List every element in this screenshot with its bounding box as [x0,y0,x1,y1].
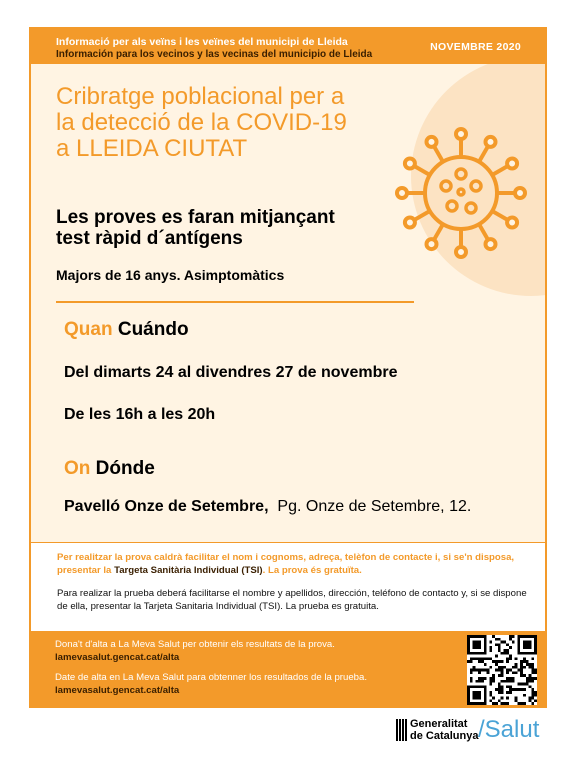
venue-name: Pavelló Onze de Setembre, [64,498,269,515]
signup-text-catalan: Dona't d'alta a La Meva Salut per obtenir els resultats de la prova. [55,639,335,650]
poster-title: Cribratge poblacional per a la detecció de la COVID-19 a LLEIDA CIUTAT [56,83,347,162]
header-banner [29,27,547,64]
footer-banner [29,631,547,708]
salut-wordmark: /Salut [478,716,540,743]
requirements-spanish: Para realizar la prueba deberá facilitarse el nombre y apellidos, dirección, teléfono de contacto y, si se dispone de ella, presentar la Tarjeta Sanitaria Individual (TSI). La prueba es gratuita. [57,588,527,612]
header-city: Lleida [343,49,373,60]
qr-code[interactable] [467,635,537,705]
signup-text-spanish: Date de alta en La Meva Salut para obtenner los resultados de la prueba. [55,672,368,683]
header-date: NOVEMBRE 2020 [430,41,521,53]
header-spanish-audience: Información para los vecinos y las vecinas del municipio de Lleida [56,49,373,60]
signup-link-catalan[interactable]: lamevasalut.gencat.cat/alta [55,652,180,663]
street-address: Pg. Onze de Setembre, 12. [277,498,472,515]
where-heading: On Dónde [64,458,155,479]
requirements-catalan: Per realitzar la prova caldrà facilitar el nom i cognoms, adreça, telèfon de contacte i, si se'n disposa, presentar la Targeta Sanitària Individual (TSI). La prova és gratuïta. [57,552,515,576]
main-panel [29,64,547,544]
generalitat-name: Generalitat de Catalunya [410,718,479,742]
when-heading: Quan Cuándo [64,319,189,340]
audience-text: Majors de 16 anys. Asimptomàtics [56,267,285,283]
where-address [64,498,471,516]
requirements-box [29,542,547,634]
poster [29,27,547,708]
divider [56,301,414,303]
generalitat-logo [396,718,556,744]
coronavirus-icon [394,126,529,261]
when-hours: De les 16h a les 20h [64,406,216,423]
header-catalan-audience: Informació per als veïns i les veïnes del municipi de Lleida [56,36,348,48]
when-dates: Del dimarts 24 al divendres 27 de novembre [64,364,398,381]
test-description: Les proves es faran mitjançant test ràpid d´antígens [56,207,335,249]
generalitat-emblem-icon [396,719,407,741]
signup-link-spanish[interactable]: lamevasalut.gencat.cat/alta [55,685,180,696]
